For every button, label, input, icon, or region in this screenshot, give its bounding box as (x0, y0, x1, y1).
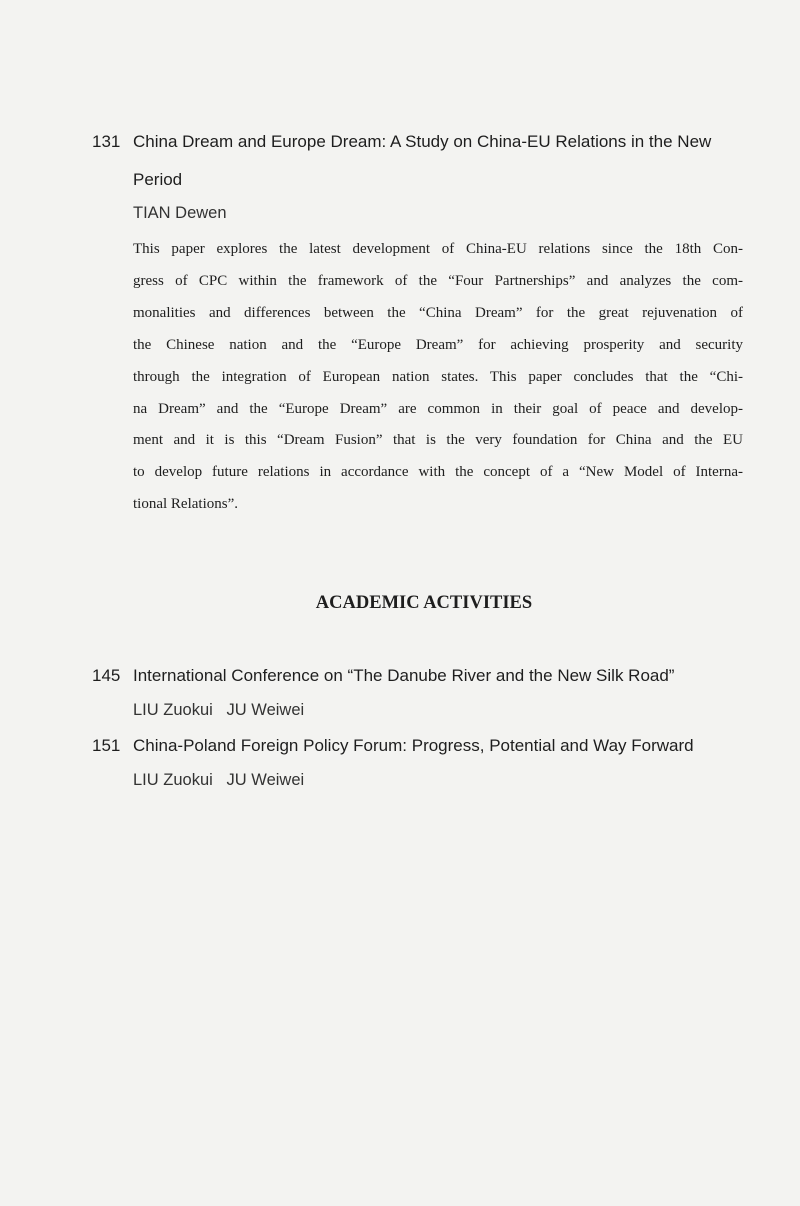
activity-authors: LIU Zuokui JU Weiwei (133, 771, 305, 789)
abstract-line: to develop future relations in accordance with the concept of a “New Model of Interna- (133, 464, 743, 480)
page-number: 151 (92, 736, 121, 755)
abstract-line: This paper explores the latest development of China-EU relations since the 18th Con- (133, 241, 743, 257)
activity-title: China-Poland Foreign Policy Forum: Progress, Potential and Way Forward (133, 736, 694, 755)
abstract-line: through the integration of European nation states. This paper concludes that the “Chi- (133, 369, 743, 385)
page-number: 131 (92, 132, 121, 151)
abstract-line: gress of CPC within the framework of the “Four Partnerships” and analyzes the com- (133, 273, 743, 289)
article-title: China Dream and Europe Dream: A Study on China-EU Relations in the New (133, 132, 712, 151)
article-author: TIAN Dewen (133, 204, 227, 222)
abstract-line: na Dream” and the “Europe Dream” are common in their goal of peace and develop- (133, 401, 743, 417)
article-title-continued: Period (133, 170, 183, 189)
abstract-line: monalities and differences between the “China Dream” for the great rejuvenation of (133, 305, 743, 321)
abstract-line: tional Relations”. (133, 496, 238, 512)
activity-authors: LIU Zuokui JU Weiwei (133, 701, 305, 719)
activity-title: International Conference on “The Danube River and the New Silk Road” (133, 666, 675, 685)
page-number: 145 (92, 666, 121, 685)
section-heading: ACADEMIC ACTIVITIES (315, 593, 533, 613)
abstract-line: ment and it is this “Dream Fusion” that is the very foundation for China and the EU (133, 432, 743, 448)
abstract-line: the Chinese nation and the “Europe Dream” for achieving prosperity and security (133, 337, 743, 353)
